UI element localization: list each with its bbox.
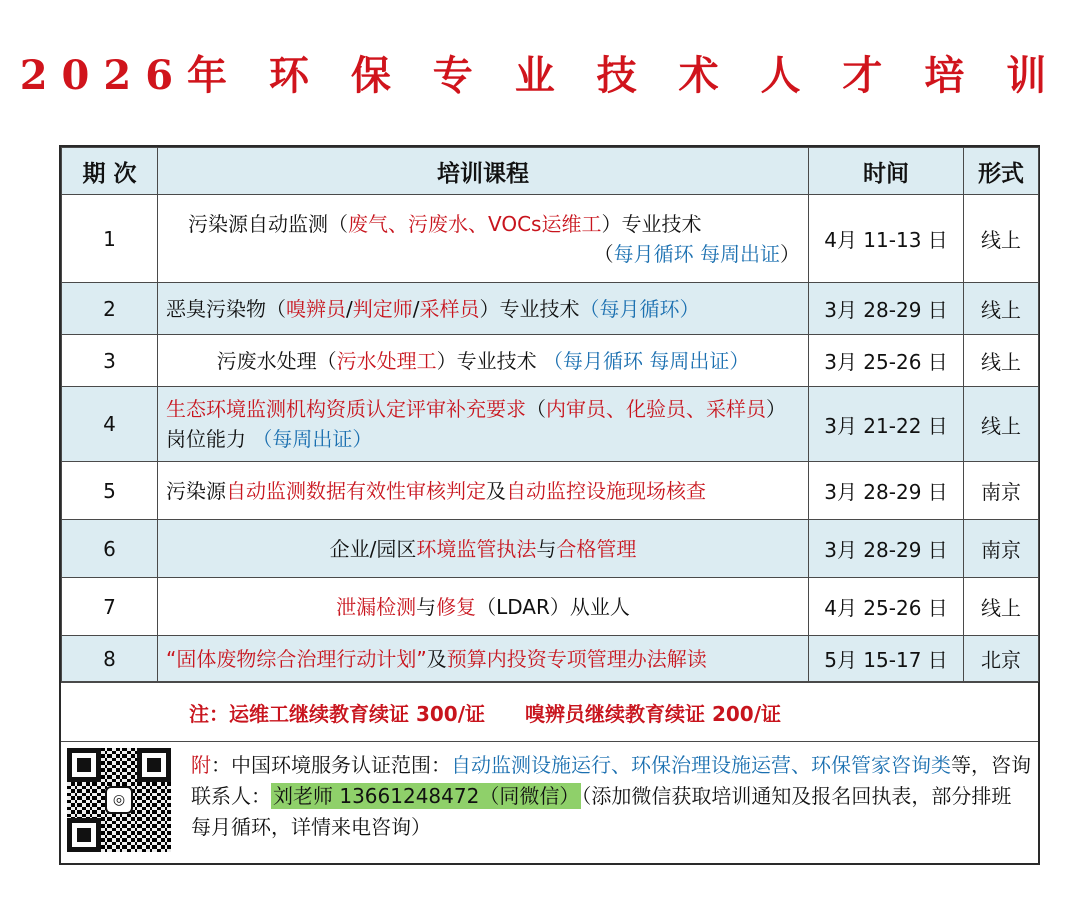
wechat-logo-icon: ◎ bbox=[105, 786, 133, 814]
text-segment: 及 bbox=[486, 478, 506, 503]
text-segment: 每月循环 每周出证 bbox=[613, 241, 780, 266]
course-title bbox=[166, 297, 700, 321]
table-header-row bbox=[62, 148, 1039, 195]
header-mode: 形式 bbox=[964, 148, 1039, 195]
course-cell bbox=[158, 578, 809, 636]
period-cell: 8 bbox=[62, 636, 158, 682]
period-cell: 5 bbox=[62, 462, 158, 520]
time-cell: 3月 28-29 日 bbox=[809, 520, 964, 578]
mode-cell: 线上 bbox=[964, 578, 1039, 636]
course-title bbox=[166, 397, 786, 451]
header-period: 期 次 bbox=[62, 148, 158, 195]
mode-cell: 线上 bbox=[964, 387, 1039, 462]
mode-cell: 南京 bbox=[964, 462, 1039, 520]
text-segment: （ bbox=[526, 397, 546, 421]
text-segment: / bbox=[346, 296, 353, 321]
time-cell: 3月 25-26 日 bbox=[809, 335, 964, 387]
text-segment: 污水处理工 bbox=[336, 348, 437, 373]
course-title bbox=[166, 209, 800, 239]
appendix-text bbox=[191, 750, 1031, 843]
mode-cell: 南京 bbox=[964, 520, 1039, 578]
text-segment: ）岗位能力 bbox=[166, 397, 786, 451]
qr-finder-top-right bbox=[137, 748, 171, 782]
text-segment: 环境监管执法 bbox=[416, 536, 537, 561]
period-cell: 6 bbox=[62, 520, 158, 578]
qr-finder-top-left bbox=[67, 748, 101, 782]
time-cell: 3月 28-29 日 bbox=[809, 283, 964, 335]
note-odor-renewal: 嗅辨员继续教育续证 200/证 bbox=[525, 701, 782, 726]
time-cell: 3月 28-29 日 bbox=[809, 462, 964, 520]
text-segment: 采样员 bbox=[419, 296, 480, 321]
table-row bbox=[62, 636, 1039, 682]
time-cell: 4月 25-26 日 bbox=[809, 578, 964, 636]
course-title bbox=[166, 479, 706, 503]
mode-cell: 北京 bbox=[964, 636, 1039, 682]
text-segment: 自动监测数据有效性审核判定 bbox=[226, 478, 486, 503]
text-segment: ）专业技术 bbox=[436, 348, 543, 373]
text-segment: 等，咨询联系人： bbox=[191, 753, 1031, 808]
course-cell bbox=[158, 462, 809, 520]
time-cell: 4月 11-13 日 bbox=[809, 195, 964, 283]
text-segment: 污染源自动监测（ bbox=[188, 211, 348, 236]
text-segment: 自动监控设施现场核查 bbox=[506, 478, 706, 503]
mode-cell: 线上 bbox=[964, 335, 1039, 387]
period-cell: 3 bbox=[62, 335, 158, 387]
course-subtitle bbox=[166, 239, 800, 269]
note-ops-renewal: 注：运维工继续教育续证 300/证 bbox=[189, 701, 486, 726]
text-segment: 与 bbox=[536, 536, 557, 561]
text-segment: 预算内投资专项管理办法解读 bbox=[446, 646, 707, 671]
period-cell: 1 bbox=[62, 195, 158, 283]
schedule-table bbox=[61, 147, 1039, 682]
text-segment: 污废水处理（ bbox=[216, 348, 337, 373]
schedule-body bbox=[62, 195, 1039, 682]
renewal-note bbox=[61, 682, 1038, 742]
table-row bbox=[62, 520, 1039, 578]
table-row bbox=[62, 283, 1039, 335]
text-segment: / bbox=[412, 296, 420, 321]
table-row bbox=[62, 578, 1039, 636]
table-row bbox=[62, 462, 1039, 520]
time-cell: 5月 15-17 日 bbox=[809, 636, 964, 682]
course-title bbox=[217, 349, 750, 373]
course-cell bbox=[158, 283, 809, 335]
text-segment: 与 bbox=[416, 594, 437, 619]
text-segment: （每月循环 每周出证） bbox=[543, 348, 750, 373]
header-time: 时间 bbox=[809, 148, 964, 195]
period-cell: 2 bbox=[62, 283, 158, 335]
mode-cell: 线上 bbox=[964, 283, 1039, 335]
header-course: 培训课程 bbox=[158, 148, 809, 195]
mode-cell: 线上 bbox=[964, 195, 1039, 283]
text-segment: 泄漏检测 bbox=[336, 594, 417, 619]
time-cell: 3月 21-22 日 bbox=[809, 387, 964, 462]
text-segment: 内审员、化验员、采样员 bbox=[546, 397, 766, 421]
period-cell: 4 bbox=[62, 387, 158, 462]
text-segment: （每月循环） bbox=[579, 296, 700, 321]
text-segment: ） bbox=[780, 241, 800, 266]
text-segment: （ bbox=[593, 241, 614, 266]
text-segment: “固体废物综合治理行动计划” bbox=[166, 646, 427, 671]
text-segment: 修复 bbox=[436, 594, 477, 619]
text-segment: （添加微信获取培训通知及报名回执表，部分排班每月循环，详情来电咨询） bbox=[191, 784, 1012, 839]
text-segment: 及 bbox=[426, 646, 447, 671]
course-cell bbox=[158, 195, 809, 283]
text-segment: ：中国环境服务认证范围： bbox=[211, 753, 451, 777]
text-segment: 污染源 bbox=[166, 478, 226, 503]
course-cell bbox=[158, 335, 809, 387]
training-schedule-sheet bbox=[59, 145, 1040, 865]
course-cell bbox=[158, 520, 809, 578]
table-row bbox=[62, 195, 1039, 283]
text-segment: （LDAR）从业人 bbox=[476, 594, 630, 619]
text-segment: ）专业技术 bbox=[479, 296, 580, 321]
text-segment: ）专业技术 bbox=[601, 211, 702, 236]
qr-finder-bottom-left bbox=[67, 818, 101, 852]
period-cell: 7 bbox=[62, 578, 158, 636]
page-title: 2026年 环 保 专 业 技 术 人 才 培 训 bbox=[19, 52, 1061, 99]
text-segment: 企业/园区 bbox=[329, 536, 417, 561]
text-segment: 附 bbox=[191, 753, 211, 777]
course-title bbox=[336, 595, 630, 619]
course-title bbox=[166, 647, 707, 671]
course-cell bbox=[158, 636, 809, 682]
wechat-qr-icon bbox=[67, 748, 171, 852]
course-title bbox=[330, 537, 637, 561]
text-segment: 生态环境监测机构资质认定评审补充要求 bbox=[166, 397, 526, 421]
text-segment: 恶臭污染物（ bbox=[166, 296, 286, 321]
table-row bbox=[62, 387, 1039, 462]
text-segment: 废气、污废水、VOCs运维工 bbox=[348, 211, 602, 236]
text-segment: （每周出证） bbox=[252, 427, 373, 451]
course-cell bbox=[158, 387, 809, 462]
text-segment: 嗅辨员 bbox=[286, 296, 346, 321]
appendix-section bbox=[61, 742, 1038, 860]
text-segment: 刘老师 13661248472（同微信） bbox=[273, 784, 580, 808]
text-segment: 合格管理 bbox=[556, 536, 637, 561]
text-segment: 自动监测设施运行、环保治理设施运营、环保管家咨询类 bbox=[451, 753, 951, 777]
text-segment: 判定师 bbox=[352, 296, 413, 321]
table-row bbox=[62, 335, 1039, 387]
